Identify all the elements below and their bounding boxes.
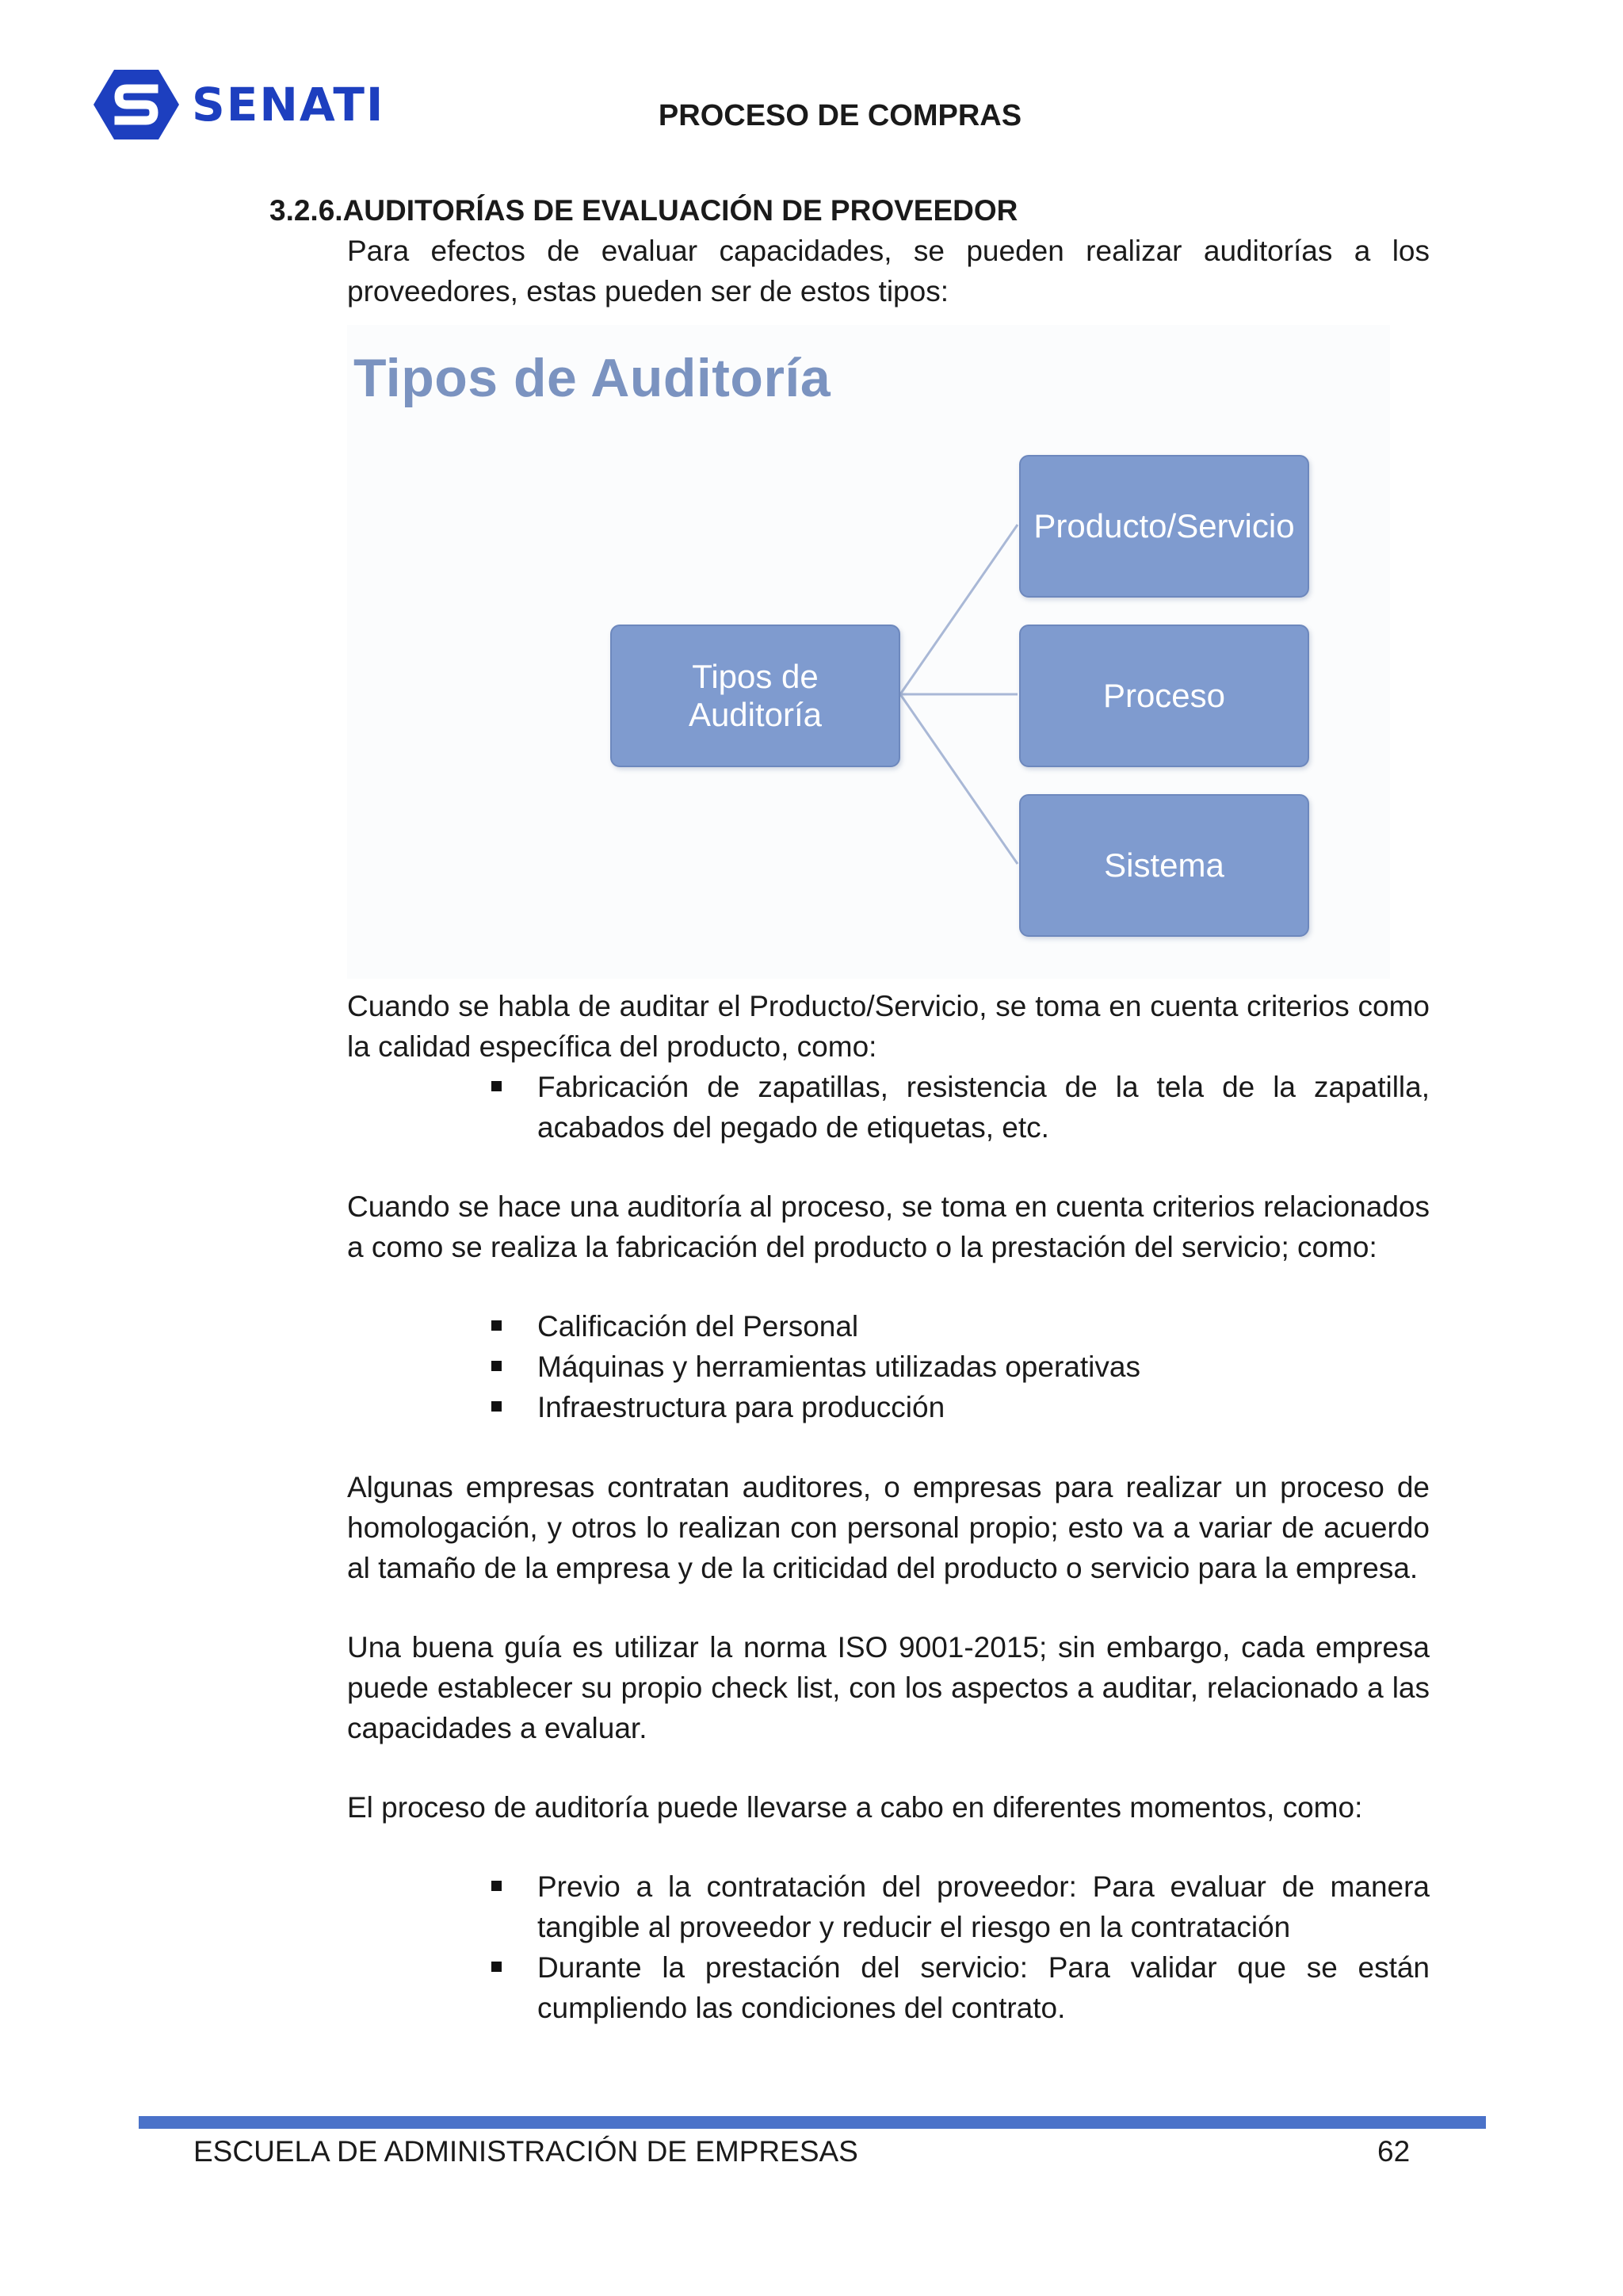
- diagram-title: Tipos de Auditoría: [353, 348, 831, 408]
- footer-school-name: ESCUELA DE ADMINISTRACIÓN DE EMPRESAS: [193, 2135, 858, 2168]
- paragraph-momentos: El proceso de auditoría puede llevarse a cabo en diferentes momentos, como:: [347, 1791, 1363, 1824]
- list-item: [483, 1347, 1430, 1387]
- node-sistema: [1019, 794, 1309, 937]
- list-item-text: Calificación del Personal: [537, 1310, 859, 1343]
- square-bullet-icon: [491, 1881, 502, 1891]
- intro-paragraph: Para efectos de evaluar capacidades, se pueden realizar auditorías a los proveedores, estas pueden ser de estos tipos:: [347, 235, 1430, 308]
- bullet-list-producto: [483, 1067, 1430, 1148]
- square-bullet-icon: [491, 1401, 502, 1412]
- bullet-list-proceso: [483, 1306, 1430, 1427]
- square-bullet-icon: [491, 1320, 502, 1331]
- node-label: Producto/Servicio: [1033, 507, 1295, 544]
- list-item: [483, 1866, 1430, 1947]
- square-bullet-icon: [491, 1361, 502, 1371]
- page-number: 62: [1377, 2135, 1411, 2168]
- list-item-text: Infraestructura para producción: [537, 1391, 945, 1423]
- node-label: Sistema: [1104, 846, 1224, 884]
- list-item: [483, 1947, 1430, 2028]
- paragraph-producto: Cuando se habla de auditar el Producto/Servicio, se toma en cuenta criterios como la calidad específica del producto, como:: [347, 990, 1430, 1063]
- root-node-label: Tipos de Auditoría: [688, 658, 823, 733]
- audit-types-diagram: [347, 325, 1390, 979]
- list-item: [483, 1387, 1430, 1427]
- node-producto-servicio: [1019, 455, 1309, 598]
- list-item-text: Máquinas y herramientas utilizadas operativas: [537, 1350, 1140, 1383]
- section-heading: 3.2.6.AUDITORÍAS DE EVALUACIÓN DE PROVEEDOR: [269, 194, 1018, 227]
- root-node: [610, 625, 900, 767]
- list-item-text: Durante la prestación del servicio: Para validar que se están cumpliendo las condiciones del contrato.: [537, 1951, 1430, 2024]
- bullet-list-momentos: [483, 1866, 1430, 2028]
- node-proceso: [1019, 625, 1309, 767]
- paragraph-iso: Una buena guía es utilizar la norma ISO 9001-2015; sin embargo, cada empresa puede establecer su propio check list, con los aspectos a auditar, relacionado a las capacidades a evaluar.: [347, 1631, 1430, 1744]
- page-title: PROCESO DE COMPRAS: [658, 99, 1022, 132]
- list-item-text: Previo a la contratación del proveedor: Para evaluar de manera tangible al proveedor y reducir el riesgo en la contratación: [537, 1870, 1430, 1943]
- connector-producto: [900, 525, 1018, 694]
- paragraph-proceso: Cuando se hace una auditoría al proceso, se toma en cuenta criterios relacionados a como se realiza la fabricación del producto o la prestación del servicio; como:: [347, 1190, 1430, 1263]
- paragraph-homologacion: Algunas empresas contratan auditores, o empresas para realizar un proceso de homologación, y otros lo realizan con personal propio; esto va a variar de acuerdo al tamaño de la empresa y de la criticidad del producto o servicio para la empresa.: [347, 1471, 1430, 1584]
- list-item: [483, 1306, 1430, 1347]
- list-item-text: Fabricación de zapatillas, resistencia de la tela de la zapatilla, acabados del pegado de etiquetas, etc.: [537, 1071, 1430, 1144]
- logo-text: SENATI: [192, 78, 385, 132]
- square-bullet-icon: [491, 1081, 502, 1091]
- connector-sistema: [900, 694, 1018, 864]
- node-label: Proceso: [1102, 677, 1226, 714]
- square-bullet-icon: [491, 1962, 502, 1972]
- footer-bar: [139, 2116, 1486, 2129]
- list-item: [483, 1067, 1430, 1148]
